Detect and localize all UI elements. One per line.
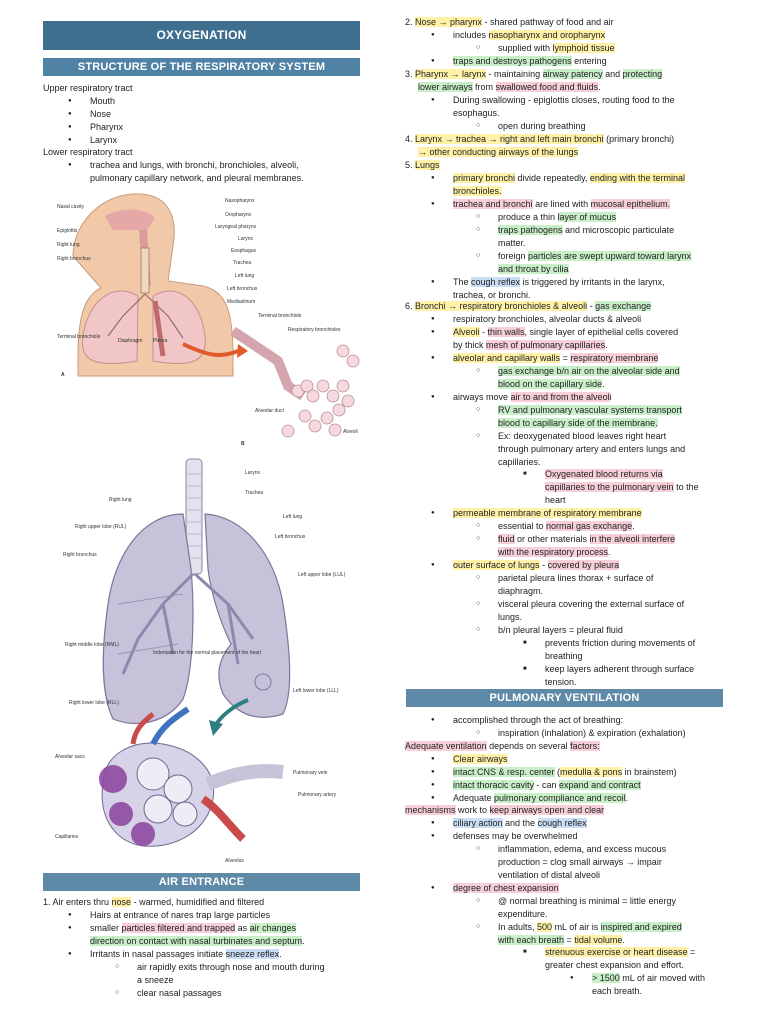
ventilation-line	[545, 959, 684, 972]
structure-line	[498, 546, 611, 559]
highlight-run: swallowed food and fluids	[495, 82, 599, 92]
ventilation-line	[453, 830, 578, 843]
label-alveolar-sacs: Alveolar sacs	[55, 754, 85, 760]
ventilation-line	[453, 714, 623, 727]
air-line-1	[43, 896, 264, 909]
text-run: .	[632, 521, 635, 531]
text-run: - maintaining	[486, 69, 543, 79]
text-run: supplied with	[498, 43, 553, 53]
text-run: or other materials	[514, 534, 590, 544]
label-pleura: Pleura	[153, 338, 168, 344]
text-run: greater chest expansion and effort.	[545, 960, 684, 970]
highlight-run: Alveoli	[453, 327, 480, 337]
text-run: keep layers adherent through surface	[545, 664, 695, 674]
highlight-run: direction on contact with nasal turbinates and septum	[90, 936, 303, 946]
structure-line	[405, 133, 674, 146]
list-item: ● Mouth	[90, 95, 115, 108]
highlight-run: strenuous exercise or heart disease	[545, 947, 688, 957]
text-run: During swallowing - epiglottis closes, routing food to the	[453, 95, 675, 105]
ventilation-line	[453, 779, 641, 792]
text-run: (primary bronchi)	[603, 134, 675, 144]
text-run: - shared pathway of food and air	[482, 17, 614, 27]
ventilation-line	[545, 946, 695, 959]
structure-line	[498, 598, 684, 611]
text-run: (	[554, 767, 561, 777]
text-run: .	[608, 547, 611, 557]
highlight-run: cough reflex	[471, 277, 521, 287]
label-left-lung: Left lung	[235, 273, 255, 279]
structure-line	[545, 481, 699, 494]
text-run: b/n pleural layers = pleural fluid	[498, 625, 623, 635]
respiratory-system-figure	[43, 186, 363, 452]
text-run: entering	[571, 56, 607, 66]
text-run: =	[560, 353, 571, 363]
highlight-run: Adequate ventilation	[405, 741, 487, 751]
structure-line	[453, 198, 670, 211]
lower-tract-heading: Lower respiratory tract	[43, 147, 133, 157]
air-line-6: ○ air rapidly exits through nose and mouth during	[137, 961, 325, 974]
highlight-run: mesh of pulmonary capillaries	[486, 340, 606, 350]
label-larynx-2: Larynx	[245, 470, 261, 476]
structure-line	[453, 185, 502, 198]
text-run: The	[453, 277, 472, 287]
structure-line	[405, 300, 651, 313]
list-item: ● trachea and lungs, with bronchi, bronchioles, alveoli,	[90, 159, 299, 172]
label-panel-a: A	[61, 372, 65, 378]
label-left-bronchus: Left bronchus	[227, 286, 258, 292]
structure-line	[545, 676, 577, 689]
ventilation-line	[453, 792, 628, 805]
highlight-run: inspired and expired	[600, 922, 682, 932]
air-line-7: a sneeze	[137, 975, 174, 985]
text-run: , single layer of epithelial cells covered	[524, 327, 679, 337]
highlight-run: Pharynx → larynx	[415, 69, 487, 79]
highlight-run: with each breath	[498, 935, 565, 945]
page-title: OXYGENATION	[43, 21, 360, 50]
text-run: and microscopic particulate	[562, 225, 675, 235]
section-header-structure: STRUCTURE OF THE RESPIRATORY SYSTEM	[43, 58, 360, 76]
ventilation-line	[453, 882, 559, 895]
label-alveolus: Alveolus	[225, 858, 244, 864]
highlight-run: fluid	[498, 534, 515, 544]
ventilation-line	[498, 921, 682, 934]
text-run: =	[687, 947, 696, 957]
ventilation-line	[498, 843, 666, 856]
structure-line	[453, 107, 500, 120]
highlight-run: bronchioles.	[453, 186, 502, 196]
list-item-continued: pulmonary capillary network, and pleural membranes.	[90, 173, 304, 183]
highlight-run: gas exchange b/n air on the alveolar side and	[498, 366, 680, 376]
structure-line	[453, 276, 665, 289]
structure-line	[545, 637, 695, 650]
highlight-run: RV and pulmonary vascular systems transport	[498, 405, 682, 415]
text-run: - can	[534, 780, 560, 790]
label-left-bronchus-2: Left bronchus	[275, 534, 306, 540]
label-rul: Right upper lobe (RUL)	[75, 524, 127, 530]
text-run: matter.	[498, 238, 526, 248]
structure-line	[498, 430, 666, 443]
structure-line	[498, 456, 541, 469]
highlight-run: expand and contract	[559, 780, 641, 790]
text-run: by thick	[453, 340, 487, 350]
structure-line	[498, 211, 616, 224]
text-run: =	[564, 935, 575, 945]
highlight-run: nasopharynx and oropharynx	[488, 30, 606, 40]
text-run: includes	[453, 30, 489, 40]
text-run: Irritants in nasal passages initiate	[90, 949, 226, 959]
ventilation-line	[498, 856, 662, 869]
label-diaphragm: Diaphragm	[118, 338, 143, 344]
highlight-run: gas exchange	[595, 301, 652, 311]
text-run: and	[602, 69, 623, 79]
structure-line	[498, 224, 674, 237]
highlight-run: Lungs	[415, 160, 440, 170]
structure-line	[453, 507, 642, 520]
text-run: to the	[673, 482, 699, 492]
structure-line	[405, 16, 614, 29]
label-right-lung: Right lung	[57, 242, 80, 248]
structure-line	[498, 404, 682, 417]
ventilation-line	[498, 895, 676, 908]
label-mediastinum: Mediastinum	[227, 299, 256, 305]
highlight-run: medulla & pons	[560, 767, 623, 777]
highlight-run: thin walls	[487, 327, 525, 337]
text-run: Adequate	[453, 793, 495, 803]
text-run: smaller	[90, 923, 122, 933]
text-run: essential to	[498, 521, 547, 531]
label-nasopharynx: Nasopharynx	[225, 198, 255, 204]
text-run: esophagus.	[453, 108, 500, 118]
highlight-run: Larynx → trachea → right and left main bronchi	[415, 134, 604, 144]
text-run: mL of air moved with	[619, 973, 705, 983]
structure-line	[498, 365, 680, 378]
structure-line	[453, 94, 675, 107]
highlight-run: particles are swept upward toward larynx	[528, 251, 692, 261]
list-item: ● Pharynx	[90, 121, 123, 134]
text-run: diaphragm.	[498, 586, 544, 596]
label-alveoli: Alveoli	[343, 429, 358, 435]
label-indentation: Indentation for the normal placement of the heart	[153, 650, 262, 656]
highlight-run: airway patency	[542, 69, 603, 79]
label-panel-b: B	[241, 441, 245, 447]
structure-line	[418, 81, 601, 94]
text-run: is triggered by irritants in the larynx,	[520, 277, 665, 287]
text-run: respiratory bronchioles, alveolar ducts & alveoli	[453, 314, 642, 324]
label-nasal-cavity: Nasal cavity	[57, 204, 84, 210]
highlight-run: blood on the capillary side	[498, 379, 603, 389]
label-right-lung-2: Right lung	[109, 497, 132, 503]
highlight-run: in the alveoli interfere	[589, 534, 676, 544]
text-run: - warmed, humidified and filtered	[131, 897, 265, 907]
text-run: 1. Air enters thru	[43, 897, 112, 907]
label-lll: Left lower lobe (LLL)	[293, 688, 339, 694]
structure-line	[418, 146, 578, 159]
text-run: foreign	[498, 251, 529, 261]
text-run: .	[605, 340, 608, 350]
highlight-run: ending with the terminal	[589, 173, 685, 183]
text-run: depends on several	[486, 741, 571, 751]
text-run: are lined with	[532, 199, 591, 209]
highlight-run: mechanisms	[405, 805, 456, 815]
text-run: expenditure.	[498, 909, 548, 919]
structure-line	[498, 237, 526, 250]
label-trachea: Trachea	[233, 260, 252, 266]
text-run: 4.	[405, 134, 416, 144]
text-run: prevents friction during movements of	[545, 638, 696, 648]
upper-tract-heading: Upper respiratory tract	[43, 83, 133, 93]
text-run: trachea, or bronchi.	[453, 290, 531, 300]
ventilation-line	[453, 766, 677, 779]
structure-line	[498, 378, 605, 391]
highlight-run: pulmonary compliance and recoil	[494, 793, 626, 803]
highlight-run: nose	[111, 897, 132, 907]
text-run: 3.	[405, 69, 416, 79]
structure-line	[498, 443, 685, 456]
text-run: 5.	[405, 160, 416, 170]
highlight-run: air to and from the alveol	[510, 392, 610, 402]
structure-line	[405, 159, 440, 172]
structure-line	[545, 468, 663, 481]
text-run: .	[622, 935, 625, 945]
text-run: -	[479, 327, 488, 337]
ventilation-line	[498, 934, 625, 947]
label-pulmonary-artery: Pulmonary artery	[298, 792, 337, 798]
highlight-run: > 1500	[592, 973, 620, 983]
highlight-run: blood to capillary side of the membrane.	[498, 418, 658, 428]
text-run: breathing	[545, 651, 583, 661]
list-item: ● Larynx	[90, 134, 117, 147]
structure-line	[453, 172, 685, 185]
structure-line	[498, 533, 675, 546]
text-run: .	[598, 82, 601, 92]
ventilation-line	[592, 972, 705, 985]
ventilation-line	[498, 908, 548, 921]
label-epiglottis: Epiglottis	[57, 228, 78, 234]
highlight-run: degree of chest expansion	[453, 883, 559, 893]
text-run: @ normal breathing is minimal = little energy	[498, 896, 676, 906]
text-run: lungs.	[498, 612, 523, 622]
label-respiratory-bronchioles: Respiratory bronchioles	[288, 327, 341, 333]
text-run: in brainstem)	[622, 767, 677, 777]
text-run: heart	[545, 495, 566, 505]
highlight-run: protecting	[622, 69, 663, 79]
text-run: .	[602, 379, 605, 389]
ventilation-line	[453, 817, 587, 830]
label-trachea-2: Trachea	[245, 490, 264, 496]
structure-line	[545, 650, 583, 663]
structure-line	[453, 313, 641, 326]
highlight-run: Bronchi → respiratory bronchioles & alveoli	[415, 301, 588, 311]
lungs-alveoli-figure	[43, 454, 363, 868]
text-run: inspiration (inhalation) & expiration (exhalation)	[498, 728, 686, 738]
text-run: ventilation of distal alveoli	[498, 870, 601, 880]
structure-line	[498, 250, 691, 263]
highlight-run: alveolar and capillary walls	[453, 353, 561, 363]
structure-line	[498, 120, 586, 133]
text-run: visceral pleura covering the external surface of	[498, 599, 685, 609]
structure-line	[545, 494, 566, 507]
highlight-run: with the respiratory process	[498, 547, 609, 557]
structure-line	[498, 572, 653, 585]
list-item: ● Nose	[90, 108, 111, 121]
text-run: work to	[455, 805, 490, 815]
highlight-run: 500	[537, 922, 553, 932]
highlight-run: mucosal epithelium.	[590, 199, 671, 209]
text-run: -	[587, 301, 596, 311]
label-laryngeal-pharynx: Laryngeal pharynx	[215, 224, 257, 230]
structure-line	[498, 520, 635, 533]
highlight-run: normal gas exchange	[546, 521, 633, 531]
highlight-run: keep airways open and clear	[489, 805, 605, 815]
text-run: airways move	[453, 392, 511, 402]
highlight-run: primary bronchi	[453, 173, 516, 183]
highlight-run: sneeze reflex	[225, 949, 280, 959]
text-run: open during breathing	[498, 121, 586, 131]
text-run: as	[235, 923, 250, 933]
highlight-run: factors:	[570, 741, 600, 751]
text-run: inflammation, edema, and excess mucous	[498, 844, 667, 854]
air-line-3	[90, 922, 296, 935]
highlight-run: lymphoid tissue	[552, 43, 615, 53]
text-run: 2.	[405, 17, 416, 27]
label-right-bronchus: Right bronchus	[57, 256, 91, 262]
structure-line	[498, 417, 658, 430]
label-alveolar-duct: Alveolar duct	[255, 408, 284, 414]
structure-line	[498, 42, 615, 55]
label-right-bronchus-2: Right bronchus	[63, 552, 97, 558]
highlight-run: outer surface of lungs	[453, 560, 540, 570]
text-run: capillaries.	[498, 457, 541, 467]
label-terminal-bronchiole-b: Terminal bronchiole	[258, 313, 302, 319]
highlight-run: Clear airways	[453, 754, 508, 764]
label-capillaries: Capillaries	[55, 834, 79, 840]
text-run: defenses may be overwhelmed	[453, 831, 578, 841]
structure-line	[453, 326, 678, 339]
ventilation-line	[592, 985, 642, 998]
structure-line	[498, 263, 569, 276]
text-run: -	[539, 560, 548, 570]
highlight-run: intact CNS & resp. center	[453, 767, 555, 777]
label-lul: Left upper lobe (LUL)	[298, 572, 346, 578]
label-left-lung-2: Left lung	[283, 514, 303, 520]
air-line-2: ● Hairs at entrance of nares trap large particles	[90, 909, 270, 922]
highlight-run: cough reflex	[537, 818, 587, 828]
structure-line	[453, 55, 607, 68]
air-line-5: ● Irritants in nasal passages initiate sneeze reflex.	[90, 948, 282, 961]
highlight-run: layer of mucus	[557, 212, 617, 222]
section-header-pulmonary-ventilation: PULMONARY VENTILATION	[406, 689, 723, 707]
label-pulmonary-vein: Pulmonary vein	[293, 770, 328, 776]
highlight-run: tidal volume	[574, 935, 623, 945]
highlight-run: and throat by cilia	[498, 264, 569, 274]
highlight-run: respiratory membrane	[570, 353, 659, 363]
text-run: 6.	[405, 301, 416, 311]
structure-line	[453, 391, 612, 404]
text-run: In adults,	[498, 922, 538, 932]
structure-line	[498, 624, 623, 637]
ventilation-line	[405, 740, 600, 753]
text-run: tension.	[545, 677, 577, 687]
highlight-run: capillaries to the pulmonary vein	[545, 482, 674, 492]
text-run: each breath.	[592, 986, 643, 996]
ventilation-line	[498, 869, 600, 882]
label-rml: Right middle lobe (RML)	[65, 642, 119, 648]
highlight-run: permeable membrane of respiratory membrane	[453, 508, 642, 518]
text-run: parietal pleura lines thorax + surface of	[498, 573, 654, 583]
text-run: .	[625, 793, 629, 803]
label-rll: Right lower lobe (RLL)	[69, 700, 119, 706]
text-run: and the	[502, 818, 538, 828]
highlight-run: ciliary action	[453, 818, 503, 828]
structure-line	[498, 585, 543, 598]
highlight-run: particles filtered and trapped	[121, 923, 236, 933]
label-oropharynx: Oropharynx	[225, 212, 252, 218]
text-run: mL of air is	[552, 922, 601, 932]
text-run: through pulmonary artery and enters lungs and	[498, 444, 686, 454]
ventilation-line	[453, 753, 508, 766]
highlight-run: intact thoracic cavity	[453, 780, 535, 790]
highlight-run: Nose → pharynx	[415, 17, 483, 27]
ventilation-line	[498, 727, 686, 740]
text-run: produce a thin	[498, 212, 558, 222]
structure-line	[498, 611, 522, 624]
structure-line	[545, 663, 694, 676]
highlight-run: trachea and bronchi	[453, 199, 533, 209]
structure-line	[405, 68, 662, 81]
air-line-4: direction on contact with nasal turbinates and septum.	[90, 936, 305, 946]
highlight-run: Oxygenated blood returns via	[545, 469, 663, 479]
highlight-run: covered by pleura	[547, 560, 620, 570]
label-terminal-bronchiole: Terminal bronchiole	[57, 334, 101, 340]
air-line-8: ○ clear nasal passages	[137, 987, 222, 1000]
text-run: i	[609, 392, 612, 402]
label-esophagus: Esophagus	[231, 248, 257, 254]
highlight-run: → other conducting airways of the lungs	[418, 147, 579, 157]
text-run: Ex: deoxygenated blood leaves right heart	[498, 431, 667, 441]
text-run: production = clog small airways → impair	[498, 857, 662, 867]
structure-line	[453, 352, 658, 365]
text-run: from	[472, 82, 496, 92]
text-run: divide repeatedly,	[515, 173, 590, 183]
ventilation-line	[405, 804, 604, 817]
highlight-run: air changes	[249, 923, 297, 933]
highlight-run: lower airways	[418, 82, 473, 92]
structure-line	[453, 29, 605, 42]
text-run: accomplished through the act of breathing:	[453, 715, 624, 725]
highlight-run: traps pathogens	[498, 225, 563, 235]
section-header-air-entrance: AIR ENTRANCE	[43, 873, 360, 891]
highlight-run: traps and destroys pathogens	[453, 56, 572, 66]
label-larynx: Larynx	[238, 236, 254, 242]
structure-line	[453, 339, 608, 352]
structure-line	[453, 559, 619, 572]
